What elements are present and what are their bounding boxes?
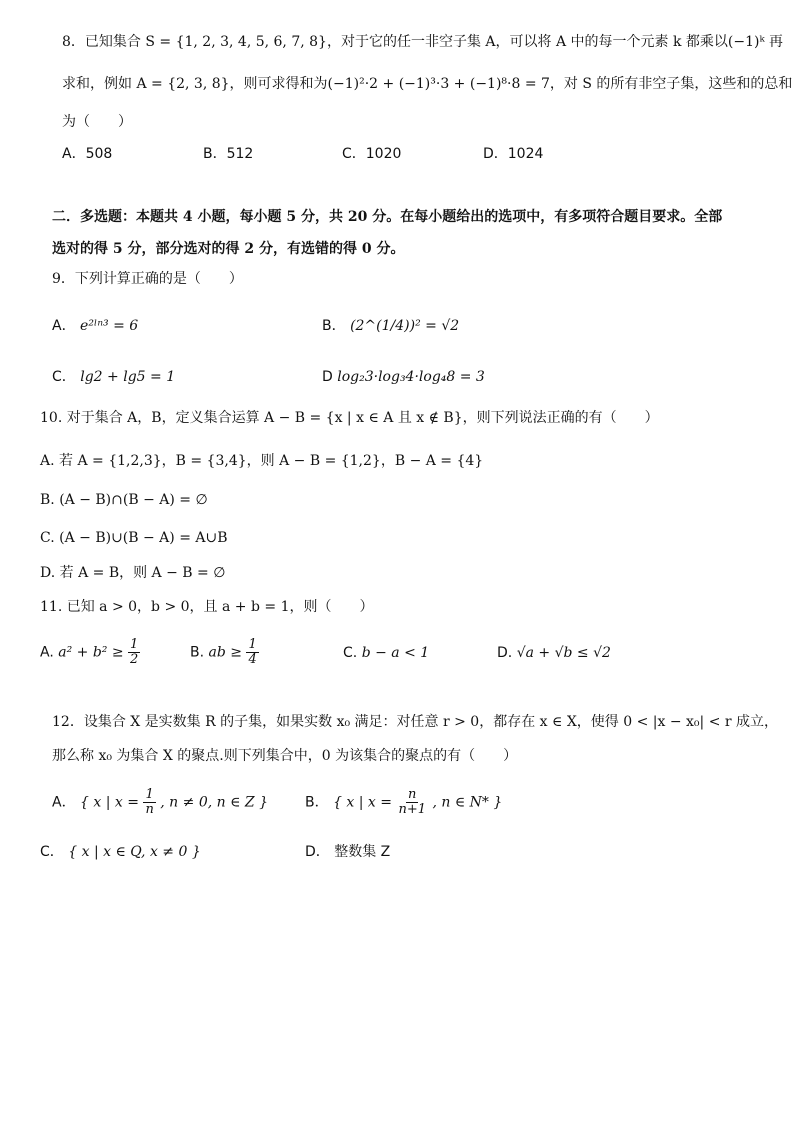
q12-option-a-numerator: 1 — [145, 787, 154, 802]
q10-option-b: B. (A − B)∩(B − A) = ∅ — [40, 492, 208, 508]
q9-option-b-expr: (2^(1/4))² = √2 — [350, 318, 460, 334]
q12-option-a-post: , n ≠ 0, n ∈ Z } — [160, 794, 268, 811]
q11-option-a — [40, 638, 140, 667]
q8-option-b: B．512 — [203, 146, 254, 162]
q9-option-b-label: B． — [322, 318, 346, 334]
q12-option-b-pre: { x | x = — [333, 794, 393, 811]
q8-option-c: C．1020 — [342, 146, 402, 162]
q11-option-a-denominator: 2 — [130, 652, 139, 667]
q11-option-b-label: B. — [190, 644, 205, 661]
q11-option-b-fraction — [246, 638, 258, 667]
q9-option-d — [322, 367, 485, 387]
q11-stem: 11. 已知 a > 0，b > 0，且 a + b = 1，则（ ） — [40, 599, 374, 615]
q12-option-c-label: C． — [40, 844, 64, 860]
q11-option-b-denominator: 4 — [248, 652, 257, 667]
q11-option-c — [343, 643, 429, 663]
section2-line2: 选对的得 5 分，部分选对的得 2 分，有选错的得 0 分。 — [52, 241, 405, 257]
q11-option-a-label: A. — [40, 644, 54, 661]
q12-option-d-expr: 整数集 Z — [334, 844, 391, 860]
q12-option-d-label: D． — [305, 844, 330, 860]
q12-line2: 那么称 x₀ 为集合 X 的聚点.则下列集合中，0 为该集合的聚点的有（ ） — [52, 748, 518, 764]
q11-option-c-expr: b − a < 1 — [361, 645, 430, 661]
q9-option-d-expr: log₂3·log₃4·log₄8 = 3 — [337, 369, 485, 385]
q12-option-a-label: A． — [52, 794, 76, 811]
q11-option-a-fraction — [128, 638, 140, 667]
q12-option-b — [305, 788, 502, 817]
q9-option-a-label: A． — [52, 318, 76, 334]
q12-option-b-fraction — [396, 788, 428, 817]
q12-line1: 12．设集合 X 是实数集 R 的子集，如果实数 x₀ 满足：对任意 r > 0，都存在 x ∈ X，使得 0 < |x − x₀| < r 成立， — [52, 714, 779, 730]
q11-option-b — [190, 638, 259, 667]
q9-option-c-expr: lg2 + lg5 = 1 — [80, 369, 176, 385]
q10-option-d: D. 若 A = B，则 A − B = ∅ — [40, 565, 226, 581]
q12-option-b-label: B． — [305, 794, 329, 811]
q11-option-d — [497, 643, 611, 663]
q9-stem: 9．下列计算正确的是（ ） — [52, 271, 243, 287]
q9-option-c — [52, 367, 175, 387]
q11-option-a-expr: a² + b² ≥ — [58, 644, 124, 661]
q9-option-d-label: D — [322, 369, 333, 385]
q12-option-b-denominator: n+1 — [398, 802, 427, 817]
q12-option-c-expr: { x | x ∈ Q, x ≠ 0 } — [68, 844, 201, 860]
q9-option-a-expr: e²ˡⁿ³ = 6 — [80, 318, 139, 334]
q9-option-a — [52, 316, 138, 336]
q11-option-b-numerator: 1 — [248, 637, 257, 652]
q12-option-d — [305, 842, 390, 862]
q12-option-a-pre: { x | x = — [80, 794, 139, 811]
q11-option-c-label: C. — [343, 645, 358, 661]
q12-option-c — [40, 842, 201, 862]
q10-option-a: A. 若 A = {1,2,3}，B = {3,4}，则 A − B = {1,2}，B − A = {4} — [40, 453, 484, 469]
q8-option-a: A．508 — [62, 146, 113, 162]
q11-option-d-label: D. — [497, 645, 513, 661]
q11-option-b-expr: ab ≥ — [208, 644, 243, 661]
q8-line2: 求和，例如 A = {2, 3, 8}，则可求得和为(−1)²·2 + (−1)³·3 + (−1)⁸·8 = 7，对 S 的所有非空子集，这些和的总和 — [62, 76, 793, 92]
q10-option-c: C. (A − B)∪(B − A) = A∪B — [40, 530, 228, 546]
q12-option-a-fraction — [143, 788, 155, 817]
q12-option-a-denominator: n — [145, 802, 154, 817]
q12-option-b-numerator: n — [408, 787, 417, 802]
q12-option-a — [52, 788, 268, 817]
q8-line1: 8．已知集合 S = {1, 2, 3, 4, 5, 6, 7, 8}，对于它的任一非空子集 A，可以将 A 中的每一个元素 k 都乘以(−1)ᵏ 再 — [62, 34, 784, 50]
q8-line3: 为（ ） — [62, 114, 132, 130]
q10-stem: 10. 对于集合 A，B，定义集合运算 A − B = {x | x ∈ A 且 x ∉ B}，则下列说法正确的有（ ） — [40, 410, 659, 426]
q8-option-d: D．1024 — [483, 146, 544, 162]
q11-option-d-expr: √a + √b ≤ √2 — [516, 645, 611, 661]
q11-option-a-numerator: 1 — [130, 637, 139, 652]
section2-line1: 二．多选题：本题共 4 小题，每小题 5 分，共 20 分。在每小题给出的选项中，有多项符合题目要求。全部 — [52, 209, 723, 225]
q12-option-b-post: , n ∈ N* } — [432, 794, 503, 811]
q9-option-b — [322, 316, 459, 336]
q9-option-c-label: C． — [52, 369, 76, 385]
